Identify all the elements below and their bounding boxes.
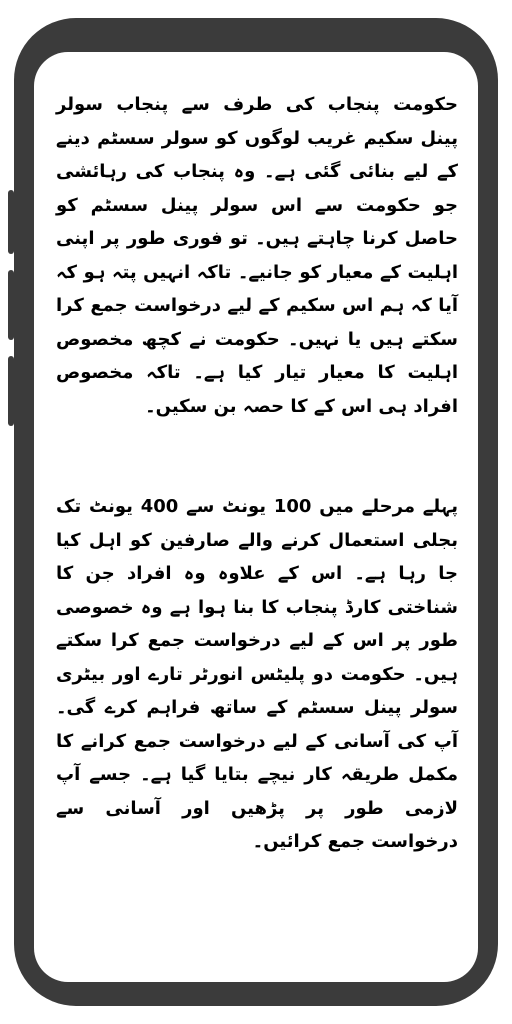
article-paragraph-1: حکومت پنجاب کی طرف سے پنجاب سولر پینل سکیم غریب لوگوں کو سولر سسٹم دینے کے لیے بنائی گئی ہے۔ وہ پنجاب کی رہائشی جو حکومت سے اس سولر پینل سسٹم کو حاصل کرنا چاہتے ہیں۔ تو فوری طور پر اپنی اہلیت کے معیار کو جانیے۔ تاکہ انہیں پتہ ہو کہ آیا کہ ہم اس سکیم کے لیے درخواست جمع کرا سکتے ہیں یا نہیں۔ حکومت نے کچھ مخصوص اہلیت کا معیار تیار کیا ہے۔ تاکہ مخصوص افراد ہی اس کے کا حصہ بن سکیں۔ [56,94,458,417]
article-paragraph-2: پہلے مرحلے میں 100 یونٹ سے 400 یونٹ تک بجلی استعمال کرنے والے صارفین کو اہل کیا جا رہا ہے۔ اس کے علاوہ وہ افراد جن کا شناختی کارڈ پنجاب کا بنا ہوا ہے وہ خصوصی طور پر اس کے لیے درخواست جمع کرا سکتے ہیں۔ حکومت دو پلیٹس انورٹر تارے اور بیٹری سولر پینل سسٹم کے ساتھ فراہم کرے گی۔ آپ کی آسانی کے لیے درخواست جمع کرانے کا مکمل طریقہ کار نیچے بتایا گیا ہے۔ جسے آپ لازمی طور پر پڑھیں اور آسانی سے درخواست جمع کرائیں۔ [56,496,459,852]
phone-screen [34,52,478,982]
article-body [56,88,458,859]
paragraph-spacer [56,423,458,490]
